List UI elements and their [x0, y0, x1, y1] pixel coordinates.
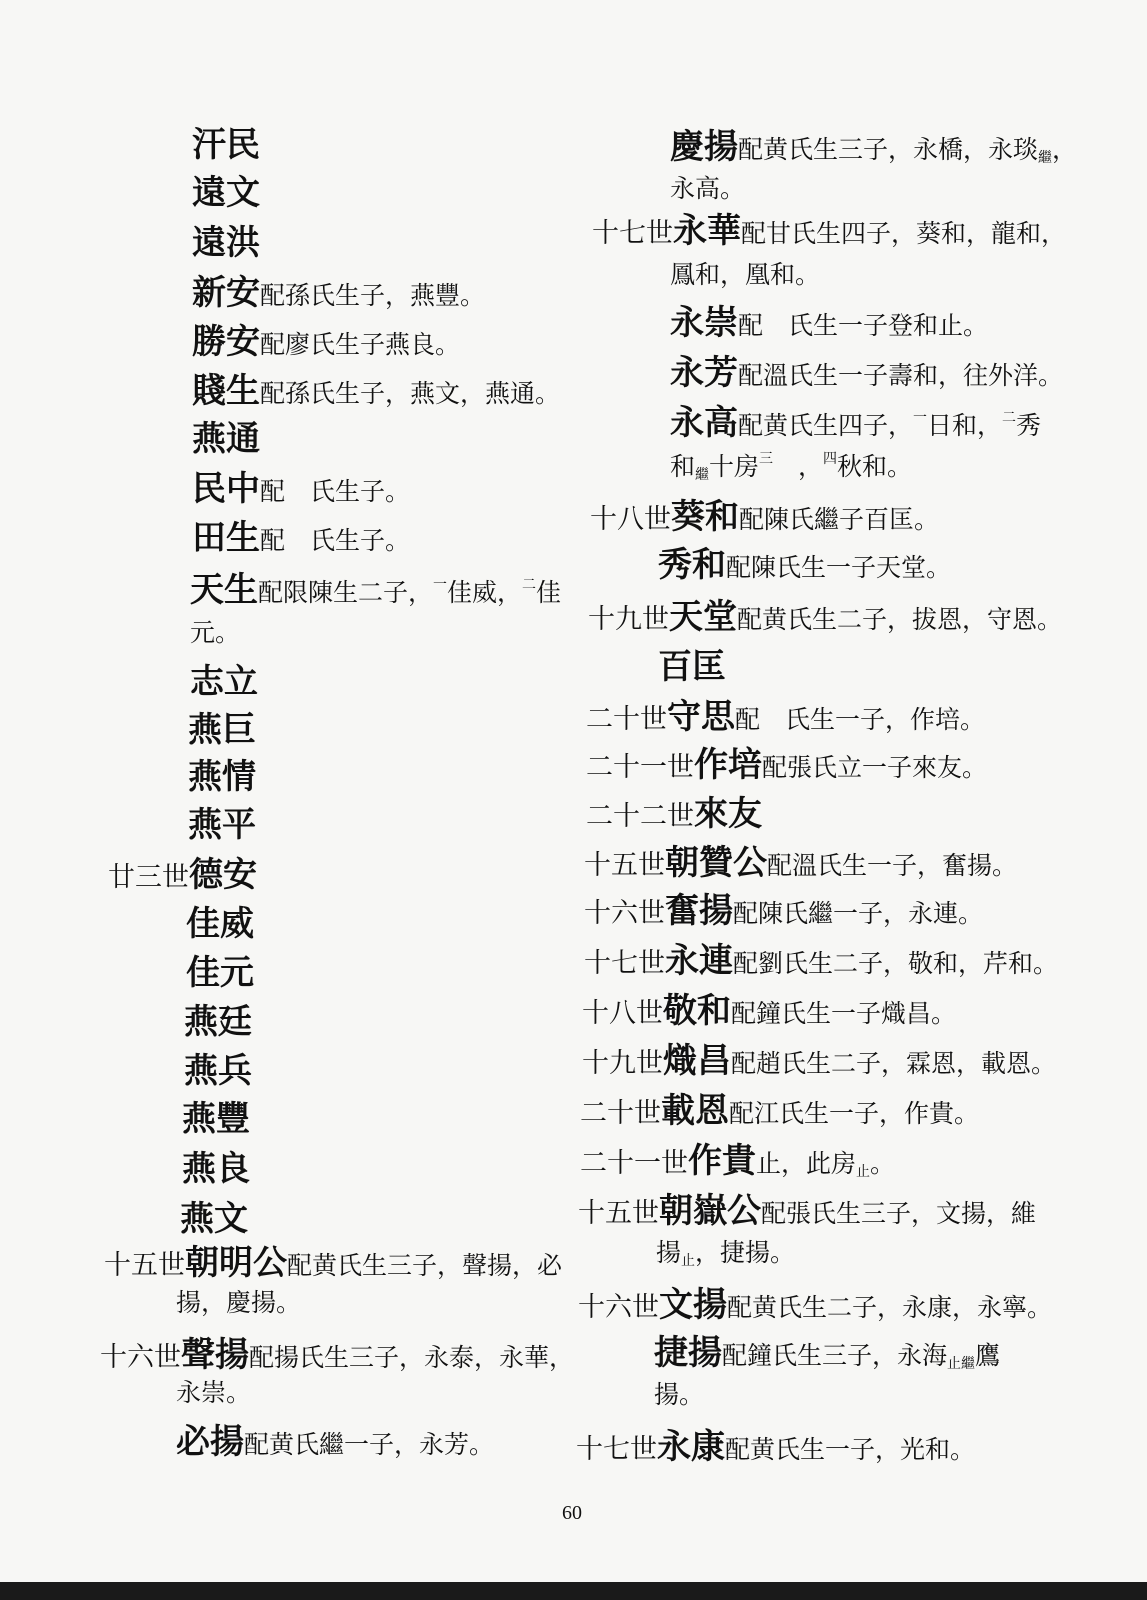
person-name: 燕通 — [192, 419, 260, 459]
person-name: 汗民 — [192, 125, 260, 165]
left-entry — [176, 1290, 301, 1315]
generation-label: 二十一世 — [586, 752, 694, 783]
person-name: 新安 — [192, 273, 260, 313]
person-name: 作培 — [694, 745, 762, 785]
entry-description: 配甘氏生四子，葵和，龍和， — [741, 219, 1067, 248]
left-entry — [192, 518, 411, 558]
entry-description: 配黄氏生三子，聲揚，必 — [287, 1251, 563, 1280]
right-entry — [654, 1382, 704, 1407]
entry-description: 配趙氏生二子，霖恩，載恩。 — [731, 1049, 1057, 1078]
person-name: 德安 — [189, 855, 257, 895]
entry-description: 配黄氏生四子，$^一$日和，$^二$秀 — [738, 410, 1042, 440]
right-entry — [580, 1141, 896, 1181]
entry-description: 配陳氏生一子天堂。 — [726, 553, 952, 582]
person-name: 志立 — [190, 662, 258, 702]
person-name: 秀和 — [658, 545, 726, 585]
person-name: 作貴 — [688, 1141, 756, 1181]
entry-description: 配 氏生子。 — [260, 477, 411, 506]
right-entry — [582, 991, 957, 1031]
right-entry — [656, 1240, 795, 1268]
right-entry — [582, 1041, 1057, 1081]
generation-label: 十五世 — [578, 1198, 659, 1229]
generation-label: 十七世 — [576, 1434, 657, 1465]
left-entry — [176, 1380, 251, 1405]
entry-description: 配溫氏生一子，奮揚。 — [767, 851, 1018, 880]
entry-description: 配張氏生三子，文揚，維 — [761, 1199, 1037, 1228]
left-entry — [192, 371, 561, 411]
person-name: 燕廷 — [184, 1002, 252, 1042]
generation-label: 十八世 — [582, 998, 663, 1029]
left-entry — [190, 620, 240, 645]
entry-description: 配鐘氏生一子熾昌。 — [731, 999, 957, 1028]
generation-label: 二十二世 — [586, 801, 694, 832]
entry-description: 揚。 — [654, 1380, 705, 1409]
left-entry — [192, 322, 461, 362]
person-name: 民中 — [192, 469, 260, 509]
right-entry — [670, 353, 1064, 393]
left-entry — [182, 1099, 250, 1139]
right-entry — [670, 452, 912, 482]
left-entry — [188, 710, 256, 750]
person-name: 來友 — [694, 794, 762, 834]
person-name: 守思 — [667, 697, 735, 737]
person-name: 載恩 — [661, 1091, 729, 1131]
entry-description: 揚$_止$，捷揚。 — [656, 1238, 796, 1269]
entry-description: 永崇。 — [176, 1378, 252, 1407]
person-name: 燕巨 — [188, 710, 256, 750]
person-name: 天生 — [190, 570, 258, 610]
right-entry — [588, 597, 1063, 637]
entry-description: 止，此房$_止$。 — [756, 1149, 896, 1180]
person-name: 敬和 — [663, 991, 731, 1031]
right-entry — [670, 262, 820, 287]
entry-description: 配 氏生子。 — [260, 526, 411, 555]
entry-description: 配孫氏生子，燕文，燕通。 — [260, 379, 561, 408]
generation-label: 十六世 — [578, 1292, 659, 1323]
person-name: 天堂 — [669, 597, 737, 637]
person-name: 聲揚 — [181, 1335, 249, 1375]
right-entry — [658, 647, 726, 687]
person-name: 慶揚 — [670, 127, 738, 167]
generation-label: 十七世 — [584, 948, 665, 979]
right-entry — [670, 403, 1042, 443]
person-name: 永康 — [657, 1427, 725, 1467]
person-name: 遠洪 — [192, 223, 260, 263]
generation-label: 廿三世 — [108, 862, 189, 893]
right-entry — [580, 1091, 980, 1131]
generation-label: 十七世 — [592, 218, 673, 249]
left-entry — [180, 1199, 248, 1239]
right-entry — [590, 497, 940, 537]
left-entry — [192, 469, 411, 509]
right-entry — [584, 941, 1059, 981]
person-name: 燕良 — [182, 1149, 250, 1189]
entry-description: 元。 — [190, 618, 241, 647]
left-entry — [192, 419, 260, 459]
entry-description: 配黄氏繼一子，永芳。 — [244, 1430, 495, 1459]
person-name: 燕情 — [188, 757, 256, 797]
person-name: 朝贊公 — [665, 843, 767, 883]
person-name: 文揚 — [659, 1285, 727, 1325]
entry-description: 配廖氏生子燕良。 — [260, 330, 461, 359]
person-name: 朝嶽公 — [659, 1191, 761, 1231]
generation-label: 二十一世 — [580, 1148, 688, 1179]
person-name: 田生 — [192, 518, 260, 558]
right-entry — [584, 891, 984, 931]
left-entry — [186, 953, 254, 993]
left-entry — [184, 1051, 252, 1091]
person-name: 捷揚 — [654, 1333, 722, 1373]
right-entry — [654, 1333, 1001, 1373]
left-entry — [104, 1243, 563, 1283]
entry-description: 配黄氏生一子，光和。 — [725, 1435, 976, 1464]
entry-description: 配黄氏生三子，永橋，永琰$_繼$， — [738, 135, 1078, 166]
person-name: 佳元 — [186, 953, 254, 993]
person-name: 佳威 — [186, 904, 254, 944]
entry-description: 配劉氏生二子，敬和，芹和。 — [733, 949, 1059, 978]
left-entry — [188, 757, 256, 797]
right-entry — [586, 697, 986, 737]
generation-label: 二十世 — [586, 704, 667, 735]
entry-description: 鳳和，凰和。 — [670, 260, 821, 289]
person-name: 永華 — [673, 211, 741, 251]
entry-description: 永高。 — [670, 174, 746, 203]
person-name: 燕兵 — [184, 1051, 252, 1091]
left-entry — [190, 662, 258, 702]
entry-description: 配張氏立一子來友。 — [762, 753, 988, 782]
right-entry — [658, 545, 952, 585]
generation-label: 十八世 — [590, 504, 671, 535]
scan-edge — [0, 1582, 1147, 1600]
right-entry — [578, 1191, 1037, 1231]
left-entry — [190, 570, 562, 610]
person-name: 熾昌 — [663, 1041, 731, 1081]
right-entry — [586, 745, 988, 785]
left-entry — [192, 273, 486, 313]
left-entry — [100, 1335, 575, 1375]
entry-description: 配黄氏生二子，拔恩，守恩。 — [737, 605, 1063, 634]
entry-description: 配限陳生二子，$^一$佳威，$^二$佳 — [258, 577, 562, 607]
person-name: 燕平 — [188, 805, 256, 845]
right-entry — [670, 176, 745, 201]
right-entry — [592, 211, 1067, 251]
right-entry — [576, 1427, 976, 1467]
page-number: 60 — [562, 1502, 582, 1524]
generation-label: 十五世 — [104, 1250, 185, 1281]
person-name: 勝安 — [192, 322, 260, 362]
entry-description: 配江氏生一子，作貴。 — [729, 1099, 980, 1128]
left-entry — [108, 855, 257, 895]
left-entry — [192, 223, 260, 263]
entry-description: 配黄氏生二子，永康，永寧。 — [727, 1293, 1053, 1322]
person-name: 必揚 — [176, 1422, 244, 1462]
right-entry — [584, 843, 1018, 883]
entry-description: 配揚氏生三子，永泰，永華， — [249, 1343, 575, 1372]
generation-label: 二十世 — [580, 1098, 661, 1129]
left-entry — [184, 1002, 252, 1042]
entry-description: 配溫氏生一子壽和，往外洋。 — [738, 361, 1064, 390]
generation-label: 十九世 — [582, 1048, 663, 1079]
right-entry — [670, 127, 1078, 167]
entry-description: 配孫氏生子，燕豐。 — [260, 281, 486, 310]
left-entry — [182, 1149, 250, 1189]
person-name: 永連 — [665, 941, 733, 981]
generation-label: 十六世 — [100, 1342, 181, 1373]
person-name: 百匡 — [658, 647, 726, 687]
generation-label: 十五世 — [584, 850, 665, 881]
person-name: 奮揚 — [665, 891, 733, 931]
person-name: 朝明公 — [185, 1243, 287, 1283]
person-name: 永崇 — [670, 303, 738, 343]
person-name: 燕豐 — [182, 1099, 250, 1139]
entry-description: 揚，慶揚。 — [176, 1288, 302, 1317]
entry-description: 和$_繼$十房$^三$ ，$^四$秋和。 — [670, 451, 913, 483]
left-entry — [188, 805, 256, 845]
person-name: 遠文 — [192, 173, 260, 213]
entry-description: 配 氏生一子登和止。 — [738, 311, 989, 340]
person-name: 賤生 — [192, 371, 260, 411]
entry-description: 配鐘氏生三子，永海$_{止繼}$鷹 — [722, 1341, 1001, 1372]
entry-description: 配陳氏繼子百匡。 — [739, 505, 940, 534]
generation-label: 十九世 — [588, 604, 669, 635]
right-entry — [670, 303, 989, 343]
left-entry — [186, 904, 254, 944]
person-name: 永高 — [670, 403, 738, 443]
person-name: 永芳 — [670, 353, 738, 393]
entry-description: 配 氏生一子，作培。 — [735, 705, 986, 734]
right-entry — [578, 1285, 1053, 1325]
person-name: 燕文 — [180, 1199, 248, 1239]
left-entry — [192, 173, 260, 213]
right-entry — [586, 794, 762, 834]
person-name: 葵和 — [671, 497, 739, 537]
left-entry — [192, 125, 260, 165]
generation-label: 十六世 — [584, 898, 665, 929]
left-entry — [176, 1422, 495, 1462]
entry-description: 配陳氏繼一子，永連。 — [733, 899, 984, 928]
